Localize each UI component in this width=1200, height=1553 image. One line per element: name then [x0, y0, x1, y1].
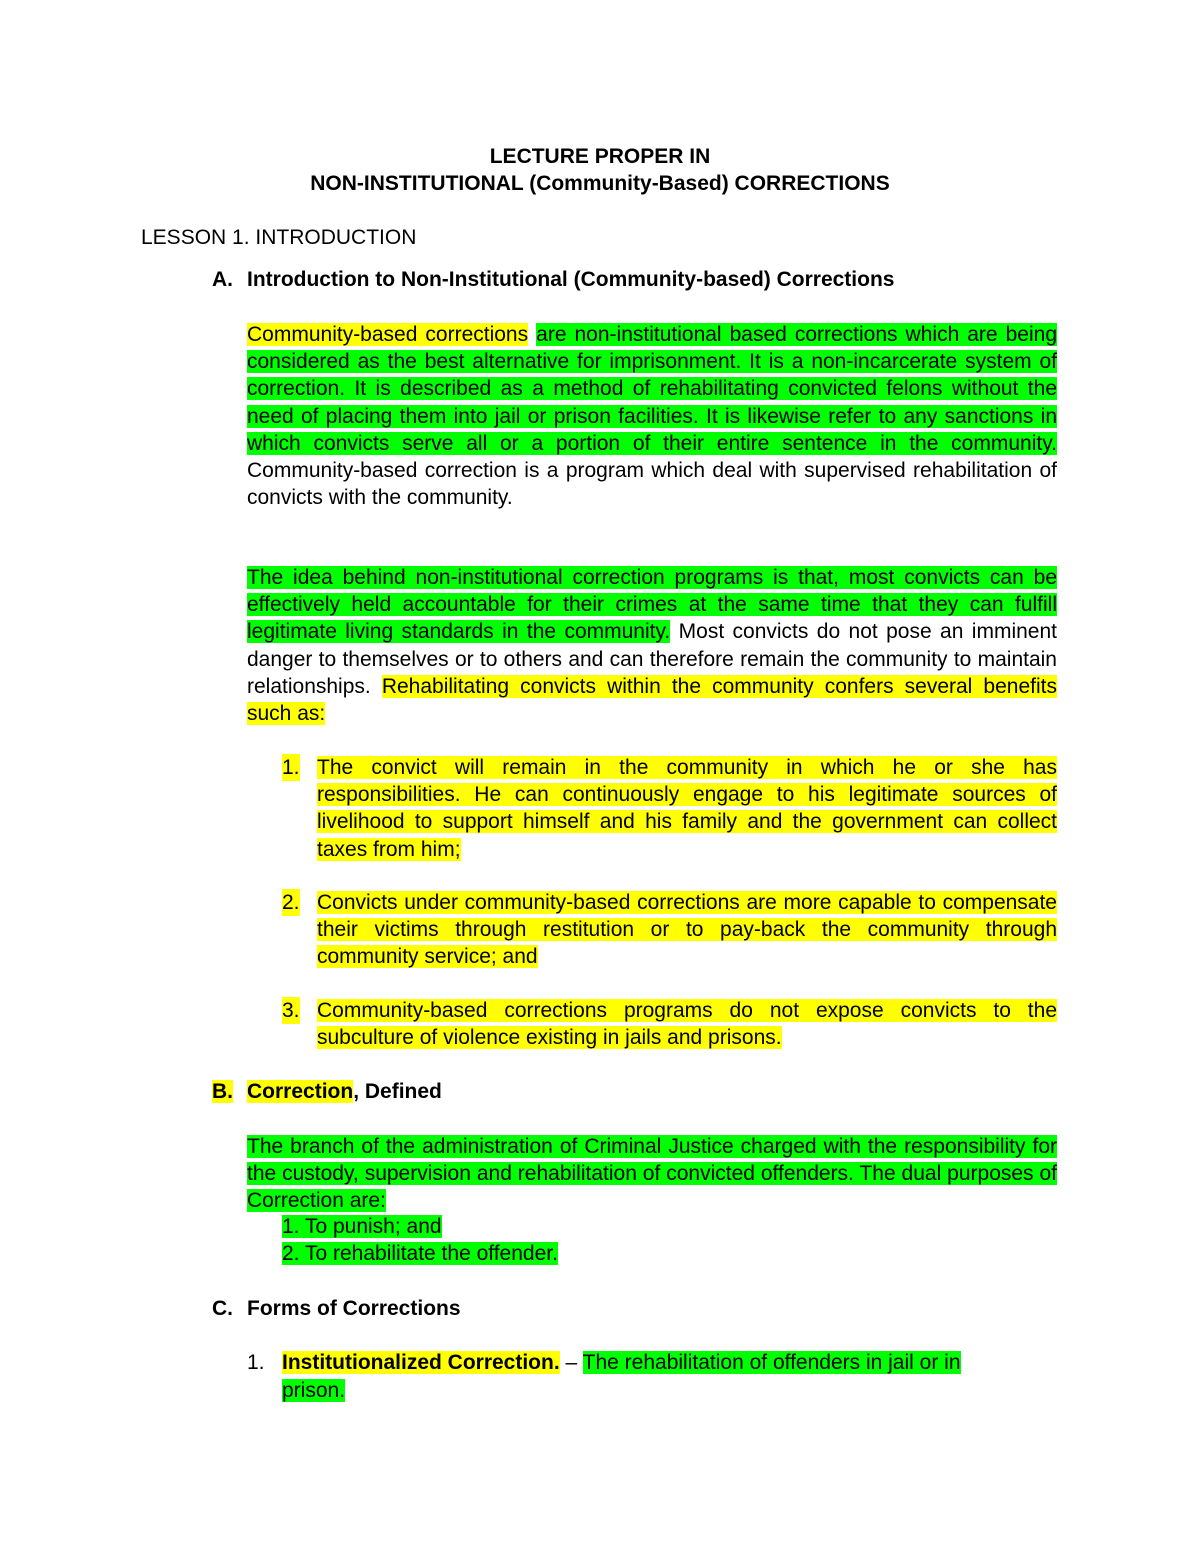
form-term: Institutionalized Correction.: [282, 1351, 560, 1374]
section-a-letter: A.: [212, 268, 233, 291]
highlight-definition: are non-institutional based corrections which are being considered as the best alternative for imprisonment. It is a non-incarcerate system of correction. It is described as a method of rehabilitating convicted felons without the need of placing them into jail or prison facilities. It is likewise refer to any sanctions in which convicts serve all or a portion of their entire sentence in the community.: [247, 323, 1058, 455]
section-b-definition: [247, 1133, 1057, 1215]
title-line-1: LECTURE PROPER IN: [489, 145, 711, 168]
highlight-term: Community-based corrections: [247, 323, 529, 346]
benefit-number: 3.: [282, 997, 300, 1024]
benefit-number: 1.: [282, 754, 300, 781]
lesson-heading: LESSON 1. INTRODUCTION: [141, 226, 417, 249]
benefit-number: 2.: [282, 889, 300, 916]
section-a-paragraph-2: [247, 564, 1057, 727]
form-item-number: 1.: [247, 1351, 265, 1374]
section-b-letter: B.: [212, 1080, 233, 1103]
highlight-idea: The idea behind non-institutional correction programs is that, most convicts can be effectively held accountable for their crimes at the same time that they can fulfill legitimate living standards in the community.: [247, 566, 1057, 644]
highlight-definition: The branch of the administration of Criminal Justice charged with the responsibility for the custody, supervision and rehabilitation of convicted offenders. The dual purposes of Correction are:: [247, 1135, 1057, 1213]
benefit-text: The convict will remain in the community in which he or she has responsibilities. He can continuously engage to his legitimate sources of livelihood to support himself and his family and the government can collect taxes from him;: [317, 756, 1057, 861]
heading-rest: , Defined: [353, 1080, 442, 1103]
form-definition: The rehabilitation of offenders in jail or in: [582, 1351, 961, 1374]
plain-text: Most convicts do not pose an imminent danger to themselves or to others and can therefore remain the community to maintain relationships.: [247, 620, 1057, 698]
benefit-text: Community-based corrections programs do not expose convicts to the subculture of violence existing in jails and prisons.: [317, 999, 1057, 1050]
purpose-item: 1. To punish; and: [282, 1215, 442, 1238]
section-c-letter: C.: [212, 1297, 233, 1320]
heading-highlight: Correction: [247, 1080, 354, 1103]
form-item-line-1: [282, 1349, 961, 1376]
section-c-heading: Forms of Corrections: [247, 1297, 461, 1320]
plain-text: Community-based correction is a program which deal with supervised rehabilitation of convicts with the community.: [247, 459, 1057, 510]
section-b-heading: [247, 1078, 442, 1105]
purpose-item: 2. To rehabilitate the offender.: [282, 1242, 558, 1265]
section-a-paragraph-1: [247, 321, 1057, 511]
highlight-benefits-intro: Rehabilitating convicts within the community confers several benefits such as:: [247, 674, 1057, 726]
section-a-heading: Introduction to Non-Institutional (Community-based) Corrections: [247, 268, 895, 291]
form-item-line-2: prison.: [282, 1379, 346, 1402]
benefit-text: Convicts under community-based corrections are more capable to compensate their victims through restitution or to pay-back the community through community service; and: [317, 891, 1057, 969]
form-dash: –: [559, 1351, 583, 1374]
title-line-2: NON-INSTITUTIONAL (Community-Based) CORRECTIONS: [310, 172, 890, 195]
